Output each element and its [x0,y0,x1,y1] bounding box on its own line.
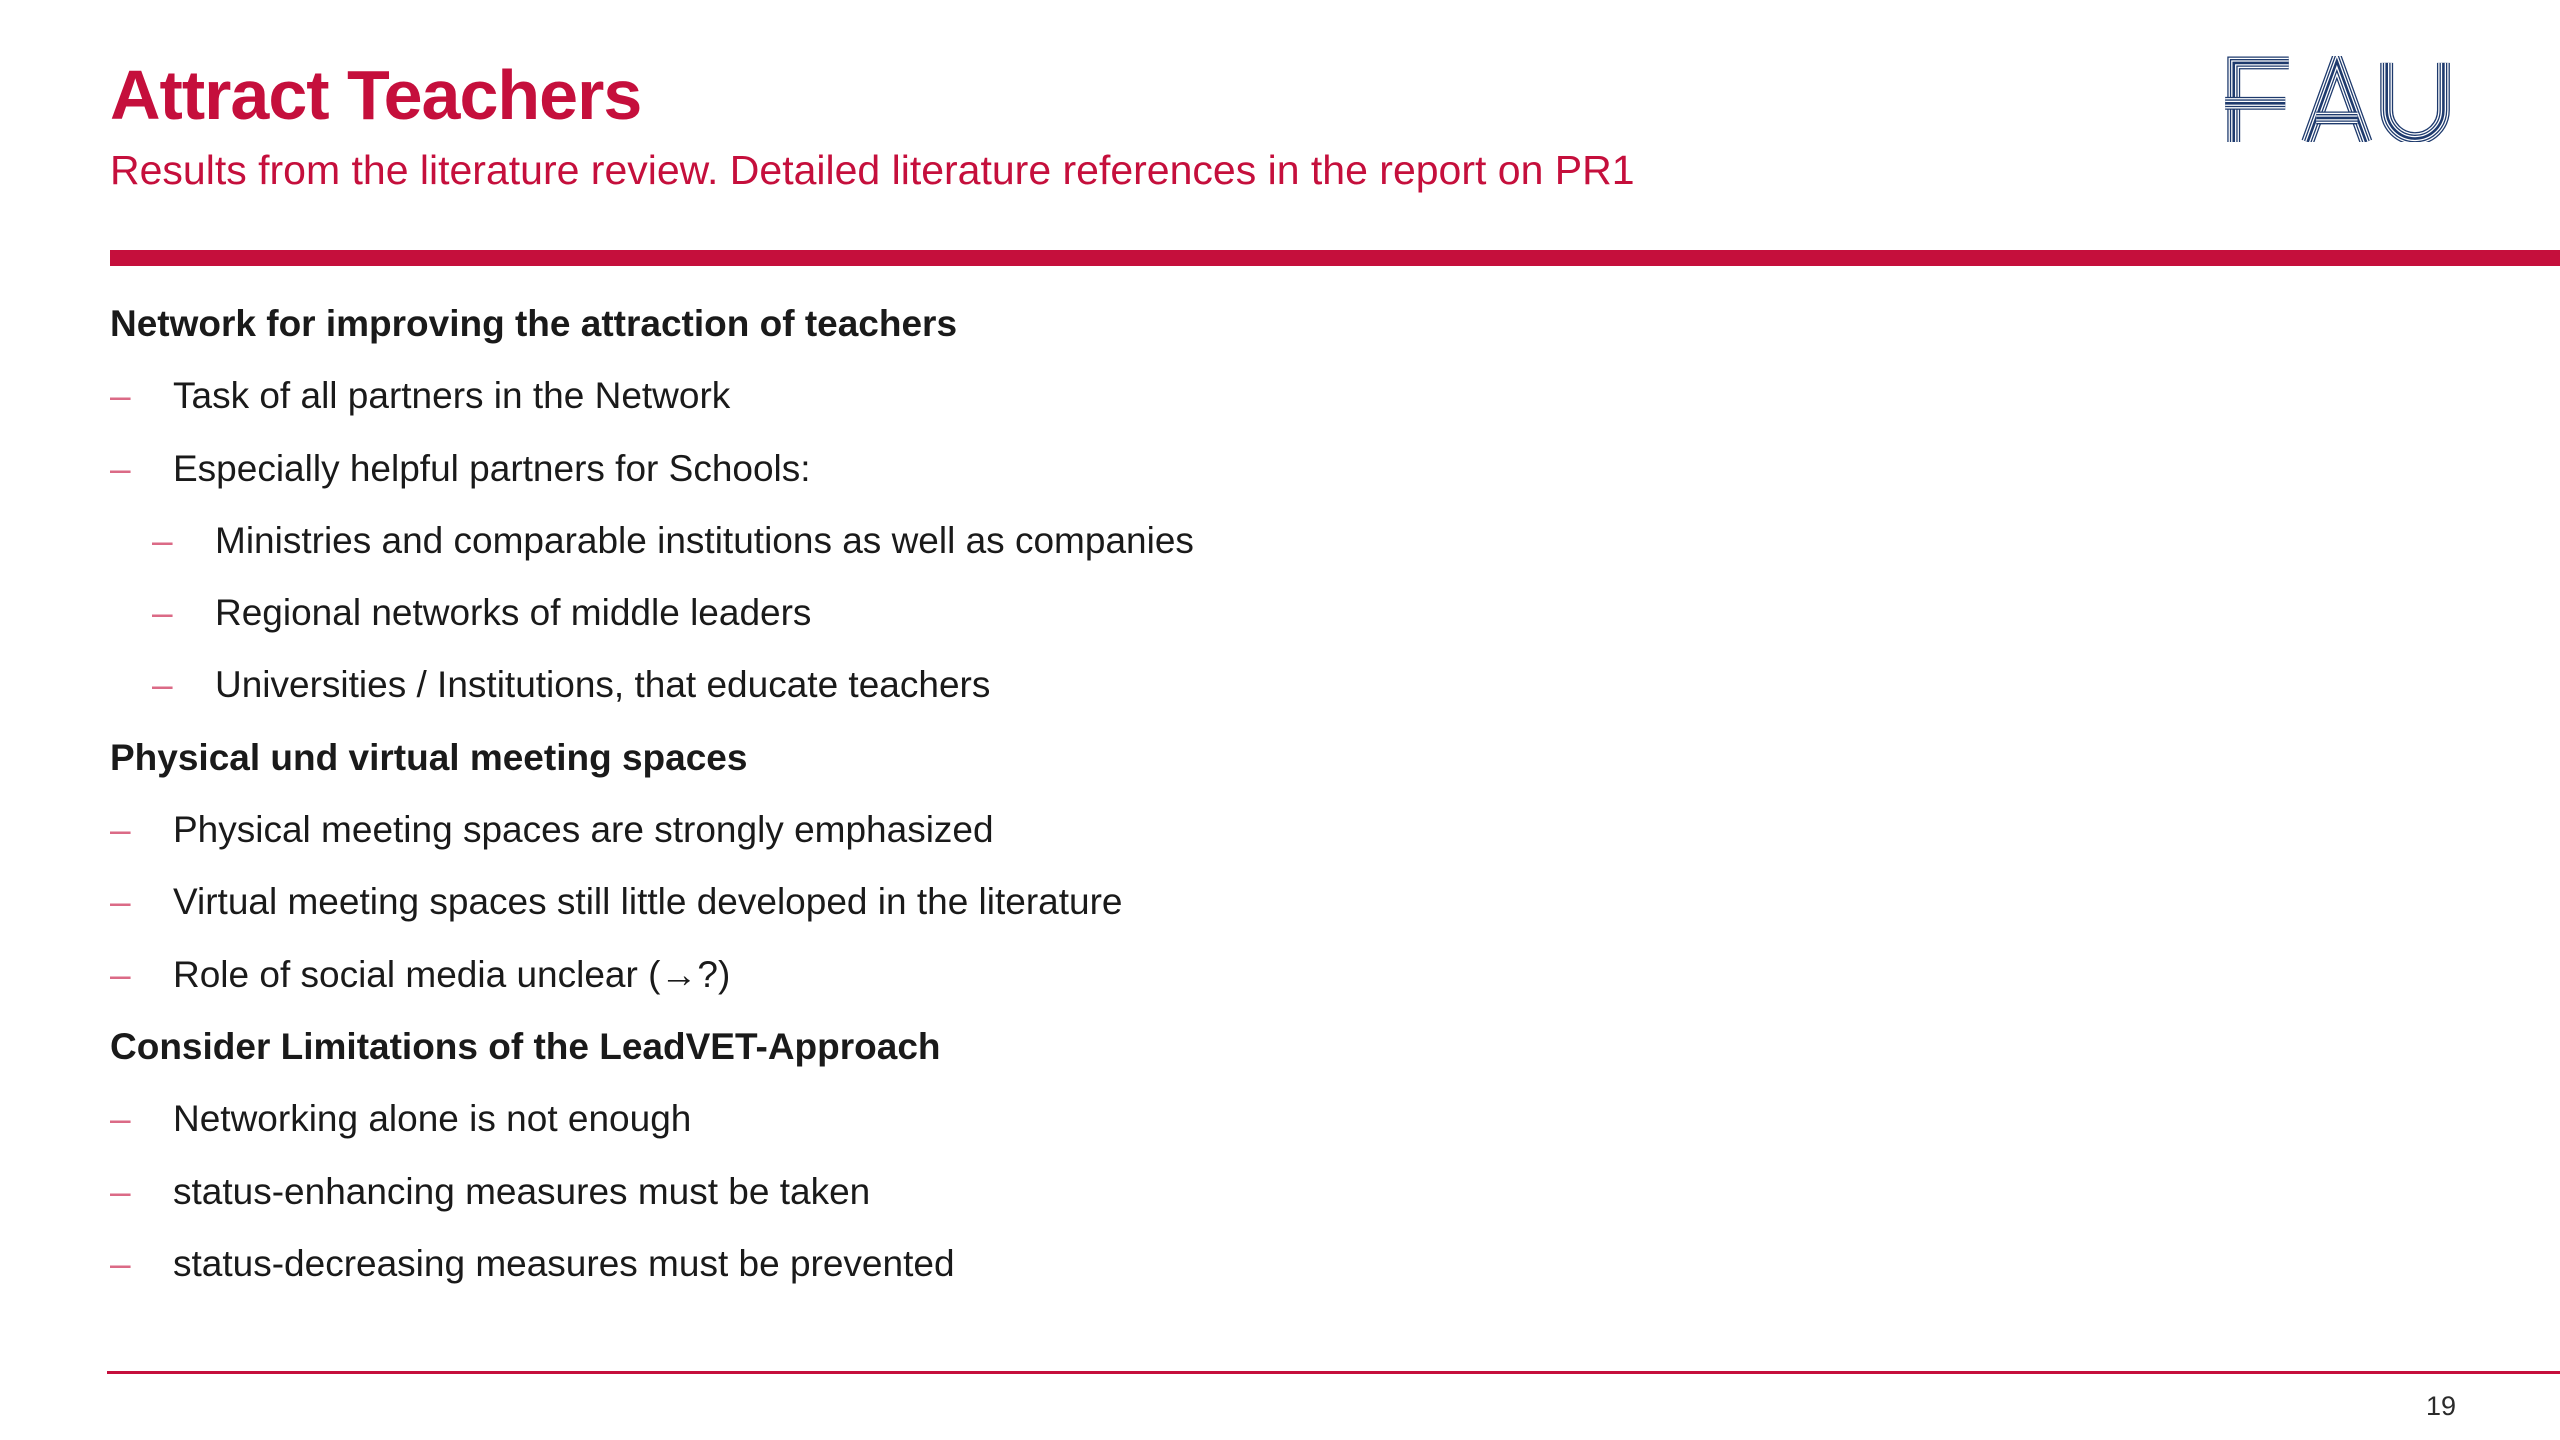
bullet-item [110,360,2480,432]
bullet-dash-icon: – [110,447,131,489]
bullet-text: Universities / Institutions, that educate teachers [215,664,991,706]
bullet-dash-icon: – [110,809,131,851]
bullet-item [110,1156,2480,1228]
fau-logo-stroke [2387,63,2444,139]
slide-body [110,288,2480,1300]
bullet-item [110,794,2480,866]
bullet-item [110,577,2480,649]
bullet-item [110,1083,2480,1155]
bullet-dash-icon: – [110,1170,131,1212]
section-heading [110,722,2480,794]
bullet-item [110,866,2480,938]
bullet-dash-icon: – [110,1098,131,1140]
bullet-text: Ministries and comparable institutions as well as companies [215,519,1194,561]
bullet-dash-icon: – [110,881,131,923]
heading-text: Physical und virtual meeting spaces [110,736,748,778]
slide-title: Attract Teachers [110,56,642,134]
bullet-dash-icon: – [110,375,131,417]
bullet-item [110,433,2480,505]
section-heading [110,1011,2480,1083]
bullet-item [110,939,2480,1011]
header-accent-bar [110,250,2560,266]
slide-subtitle: Results from the literature review. Detailed literature references in the report on PR1 [110,147,1635,193]
bullet-text: status-decreasing measures must be prevented [173,1242,955,1284]
bullet-text: Physical meeting spaces are strongly emphasized [173,809,994,851]
heading-text: Network for improving the attraction of teachers [110,302,958,344]
bullet-item [110,1228,2480,1300]
bullet-dash-icon: – [152,519,173,561]
page-number: 19 [2425,1391,2456,1421]
bullet-text: Task of all partners in the Network [173,375,731,417]
footer-rule [107,1371,2560,1374]
bullet-dash-icon: – [110,1242,131,1284]
bullet-text: Especially helpful partners for Schools: [173,447,811,489]
fau-logo-icon [2220,56,2452,142]
bullet-dash-icon: – [152,664,173,706]
bullet-item [110,649,2480,721]
heading-text: Consider Limitations of the LeadVET-Approach [110,1025,941,1067]
bullet-text: status-enhancing measures must be taken [173,1170,871,1212]
bullet-dash-icon: – [152,592,173,634]
bullet-text: Regional networks of middle leaders [215,592,812,634]
bullet-text: Networking alone is not enough [173,1098,692,1140]
bullet-dash-icon: – [110,953,131,995]
bullet-item [110,505,2480,577]
bullet-text: Virtual meeting spaces still little developed in the literature [173,881,1123,923]
bullet-text: Role of social media unclear (→?) [173,953,731,995]
section-heading [110,288,2480,360]
